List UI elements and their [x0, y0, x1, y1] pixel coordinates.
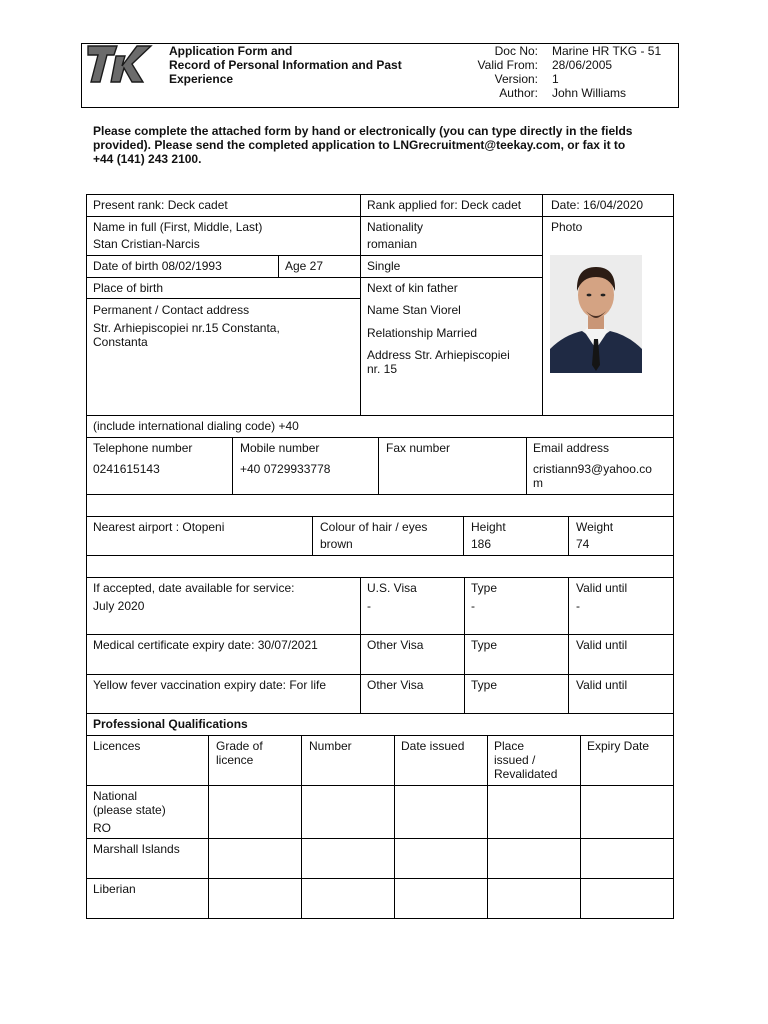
valid-from-value: 28/06/2005 [552, 58, 613, 72]
marital-status-field[interactable]: Single [367, 259, 401, 273]
row-divider [86, 785, 674, 786]
nationality-label: Nationality [367, 220, 424, 234]
row-divider [86, 216, 674, 217]
row-divider [86, 634, 674, 635]
valid-until-label: Valid until [576, 581, 628, 595]
version-label: Version: [494, 72, 538, 86]
row-divider [86, 277, 542, 278]
col-place-header-3: Revalidated [494, 767, 558, 781]
row-national-label-1: National [93, 789, 138, 803]
us-visa-label: U.S. Visa [367, 581, 417, 595]
col-divider [232, 437, 233, 494]
telephone-field[interactable]: 0241615143 [93, 462, 160, 476]
col-divider [208, 735, 209, 919]
qualifications-heading: Professional Qualifications [93, 717, 248, 731]
date-field[interactable]: Date: 16/04/2020 [551, 198, 644, 212]
age-field[interactable]: Age 27 [285, 259, 324, 273]
col-divider [487, 735, 488, 919]
address-field-line-1[interactable]: Str. Arhiepiscopiei nr.15 Constanta, [93, 321, 280, 335]
email-label: Email address [533, 441, 610, 455]
col-divider [360, 194, 361, 415]
doc-no-label: Doc No: [494, 44, 538, 58]
email-field-line-1[interactable]: cristiann93@yahoo.co [533, 462, 652, 476]
author-label: Author: [499, 86, 538, 100]
row-divider [86, 298, 360, 299]
nearest-airport-field[interactable]: Nearest airport : Otopeni [93, 520, 225, 534]
kin-address-line-1[interactable]: Address Str. Arhiepiscopiei [367, 348, 510, 362]
row-marshall-islands-label: Marshall Islands [93, 842, 180, 856]
col-divider [378, 437, 379, 494]
valid-until-field[interactable]: - [576, 599, 580, 613]
mobile-field[interactable]: +40 0729933778 [240, 462, 331, 476]
col-date-issued-header: Date issued [401, 739, 465, 753]
row-national-label-2: (please state) [93, 803, 166, 817]
tk-logo-icon [87, 44, 153, 84]
instructions-line-1: Please complete the attached form by hand or electronically (you can type directly in the fields [93, 124, 633, 138]
next-of-kin-field[interactable]: Next of kin father [367, 281, 458, 295]
row-divider [86, 713, 674, 714]
valid-from-label: Valid From: [477, 58, 538, 72]
row-divider [86, 577, 674, 578]
row-divider [86, 255, 542, 256]
col-divider [463, 516, 464, 555]
rank-applied-field[interactable]: Rank applied for: Deck cadet [367, 198, 522, 212]
mobile-label: Mobile number [240, 441, 320, 455]
row-divider [86, 674, 674, 675]
instructions-line-3: +44 (141) 243 2100. [93, 152, 202, 166]
present-rank-field[interactable]: Present rank: Deck cadet [93, 198, 228, 212]
row-divider [86, 516, 674, 517]
col-divider [394, 735, 395, 919]
fax-label: Fax number [386, 441, 451, 455]
col-expiry-header: Expiry Date [587, 739, 650, 753]
medical-certificate-field[interactable]: Medical certificate expiry date: 30/07/2021 [93, 638, 318, 652]
col-grade-header-1: Grade of [216, 739, 263, 753]
col-divider [526, 437, 527, 494]
visa-type-label: Type [471, 581, 498, 595]
col-number-header: Number [309, 739, 352, 753]
full-name-label: Name in full (First, Middle, Last) [93, 220, 263, 234]
col-divider [542, 194, 543, 415]
full-name-field[interactable]: Stan Cristian-Narcis [93, 237, 200, 251]
col-divider [360, 577, 361, 713]
hair-eyes-field[interactable]: brown [320, 537, 353, 551]
author-value: John Williams [552, 86, 627, 100]
col-divider [580, 735, 581, 919]
other-visa-2-valid-until-label: Valid until [576, 678, 628, 692]
col-divider [301, 735, 302, 919]
form-title-line-3: Experience [169, 72, 234, 86]
place-of-birth-field[interactable]: Place of birth [93, 281, 164, 295]
weight-label: Weight [576, 520, 614, 534]
col-divider [568, 577, 569, 713]
visa-type-field[interactable]: - [471, 599, 475, 613]
hair-eyes-label: Colour of hair / eyes [320, 520, 428, 534]
col-divider [278, 255, 279, 277]
col-divider [568, 516, 569, 555]
row-divider [86, 878, 674, 879]
weight-field[interactable]: 74 [576, 537, 590, 551]
doc-no-value: Marine HR TKG - 51 [552, 44, 662, 58]
row-liberian-label: Liberian [93, 882, 136, 896]
row-divider [86, 838, 674, 839]
kin-name-field[interactable]: Name Stan Viorel [367, 303, 461, 317]
row-divider [86, 555, 674, 556]
col-licences-header: Licences [93, 739, 141, 753]
kin-address-line-2[interactable]: nr. 15 [367, 362, 398, 376]
applicant-photo[interactable] [550, 255, 642, 373]
availability-label: If accepted, date available for service: [93, 581, 295, 595]
other-visa-type-label: Type [471, 638, 498, 652]
row-divider [86, 494, 674, 495]
version-value: 1 [552, 72, 559, 86]
other-visa-label: Other Visa [367, 638, 424, 652]
portrait-image [550, 255, 642, 373]
other-visa-2-label: Other Visa [367, 678, 424, 692]
col-grade-header-2: licence [216, 753, 254, 767]
form-title-line-1: Application Form and [169, 44, 293, 58]
row-divider [86, 735, 674, 736]
row-divider [86, 415, 674, 416]
photo-label: Photo [551, 220, 583, 234]
other-visa-2-type-label: Type [471, 678, 498, 692]
address-label: Permanent / Contact address [93, 303, 250, 317]
height-field[interactable]: 186 [471, 537, 492, 551]
form-title-line-2: Record of Personal Information and Past [169, 58, 402, 72]
col-place-header-1: Place [494, 739, 525, 753]
kin-relationship-field[interactable]: Relationship Married [367, 326, 478, 340]
col-divider [464, 577, 465, 713]
company-logo [87, 44, 153, 84]
dob-field[interactable]: Date of birth 08/02/1993 [93, 259, 222, 273]
address-field-line-2[interactable]: Constanta [93, 335, 148, 349]
email-field-line-2[interactable]: m [533, 476, 543, 490]
row-divider [86, 437, 674, 438]
col-divider [312, 516, 313, 555]
instructions-line-2: provided). Please send the completed application to LNGrecruitment@teekay.com, or fax it to [93, 138, 626, 152]
height-label: Height [471, 520, 506, 534]
nationality-field[interactable]: romanian [367, 237, 418, 251]
other-visa-valid-until-label: Valid until [576, 638, 628, 652]
col-place-header-2: issued / [494, 753, 536, 767]
row-national-value[interactable]: RO [93, 821, 111, 835]
yellow-fever-field[interactable]: Yellow fever vaccination expiry date: For life [93, 678, 327, 692]
us-visa-field[interactable]: - [367, 599, 371, 613]
availability-field[interactable]: July 2020 [93, 599, 145, 613]
dialing-code-field[interactable]: (include international dialing code) +40 [93, 419, 299, 433]
telephone-label: Telephone number [93, 441, 193, 455]
